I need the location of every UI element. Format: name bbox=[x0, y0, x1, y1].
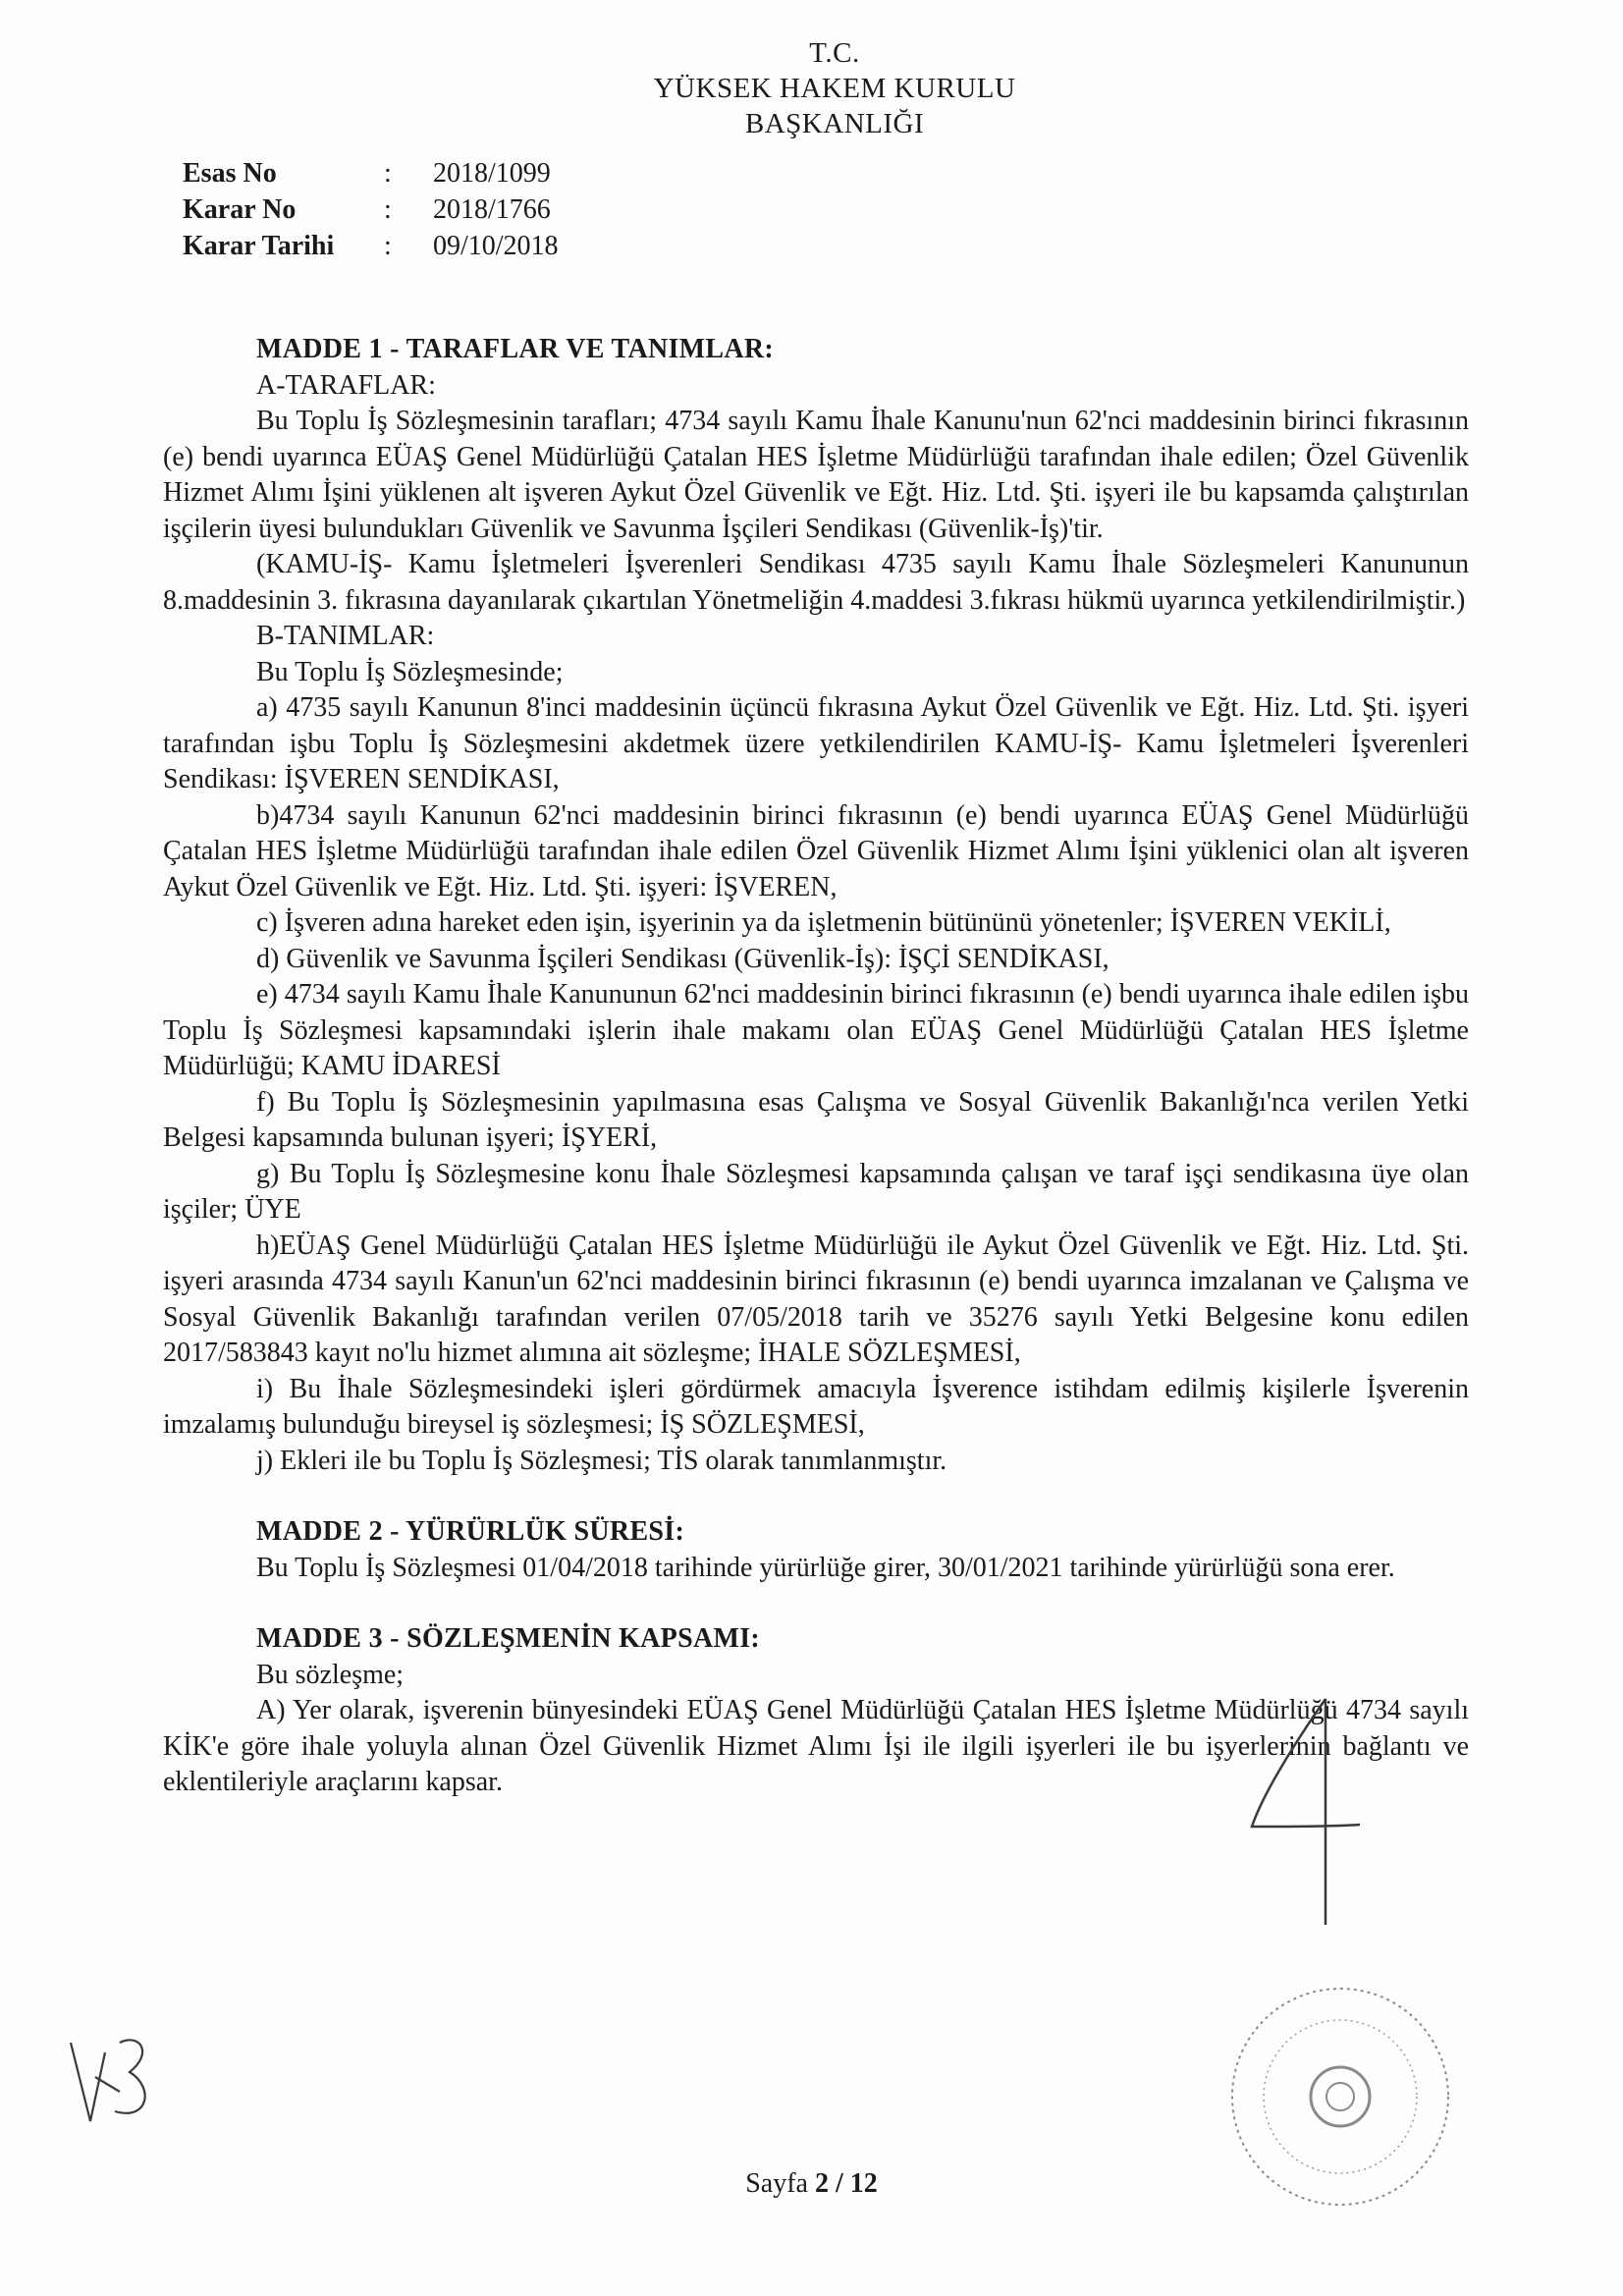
madde1-title: MADDE 1 - TARAFLAR VE TANIMLAR: bbox=[256, 334, 775, 364]
definition-item: b)4734 sayılı Kanunun 62'nci maddesinin birinci fıkrasının (e) bendi uyarınca EÜAŞ Genel Müdürlüğü Çatalan HES İşletme Müdürlüğü tarafından ihale edilen Özel Güvenlik Hizmet Alımı İşini yüklenici olan alt işveren Aykut Özel Güvenlik ve Eğt. Hiz. Ltd. Şti. işyeri: İŞVEREN, bbox=[163, 799, 1469, 902]
taraflar-paragraph-1: Bu Toplu İş Sözleşmesinin tarafları; 4734 sayılı Kamu İhale Kanunu'nun 62'nci maddesinin birinci fıkrasının (e) bendi uyarınca EÜAŞ Genel Müdürlüğü Çatalan HES İşletme Müdürlüğü tarafından ihale edilen; Özel Güvenlik Hizmet Alımı İşini yüklenen alt işveren Aykut Özel Güvenlik ve Eğt. Hiz. Ltd. Şti. işyeri ile bu kapsamda çalıştırılan işçilerin üyesi bulundukları Güvenlik ve Savunma İşçileri Sendikası (Güvenlik-İş)'tir. bbox=[163, 406, 1469, 544]
header-institution: YÜKSEK HAKEM KURULU bbox=[653, 73, 1016, 104]
madde3-text: A) Yer olarak, işverenin bünyesindeki EÜAŞ Genel Müdürlüğü Çatalan HES İşletme Müdürlüğü 4734 sayılı KİK'e göre ihale yoluyla alınan Özel Güvenlik Hizmet Alımı İşi ile ilgili işyerleri ile bu işyerlerinin bağlantı ve eklentileriyle araçlarını kapsar. bbox=[163, 1695, 1469, 1797]
madde3-title: MADDE 3 - SÖZLEŞMENİN KAPSAMI: bbox=[256, 1623, 761, 1654]
meta-colon: : bbox=[384, 158, 392, 189]
footer-prefix: Sayfa bbox=[745, 2168, 815, 2199]
meta-row-tarih bbox=[183, 228, 559, 264]
section-gap bbox=[163, 1479, 1469, 1514]
meta-label: Karar Tarihi bbox=[183, 231, 335, 261]
header-tc: T.C. bbox=[809, 37, 860, 69]
definition-item: j) Ekleri ile bu Toplu İş Sözleşmesi; TİS olarak tanımlanmıştır. bbox=[256, 1445, 947, 1476]
definition-item: a) 4735 sayılı Kanunun 8'inci maddesinin üçüncü fıkrasına Aykut Özel Güvenlik ve Eğt. Hiz. Ltd. Şti. işyeri tarafından işbu Toplu İş Sözleşmesini akdetmek üzere yetkilendirilen KAMU-İŞ- Kamu İşletmeleri İşverenleri Sendikası: İŞVEREN SENDİKASI, bbox=[163, 692, 1469, 794]
meta-value: 2018/1099 bbox=[433, 158, 551, 189]
taraflar-paragraph-2: (KAMU-İŞ- Kamu İşletmeleri İşverenleri Sendikası 4735 sayılı Kamu İhale Sözleşmeleri Kanununun 8.maddesinin 3. fıkrasına dayanılarak çıkartılan Yönetmeliğin 4.maddesi 3.fıkrası hükmü uyarınca yetkilendirilmiştir.) bbox=[163, 549, 1469, 616]
document-header bbox=[550, 35, 1119, 141]
handwritten-initials bbox=[61, 2023, 159, 2131]
definition-item: g) Bu Toplu İş Sözleşmesine konu İhale Sözleşmesi kapsamında çalışan ve taraf işçi sendikasına üye olan işçiler; ÜYE bbox=[163, 1158, 1469, 1225]
meta-value: 09/10/2018 bbox=[433, 231, 559, 261]
madde2-text: Bu Toplu İş Sözleşmesi 01/04/2018 tarihinde yürürlüğe girer, 30/01/2021 tarihinde yürürlüğü sona erer. bbox=[256, 1552, 1395, 1583]
meta-colon: : bbox=[384, 194, 392, 225]
tanimlar-title: B-TANIMLAR: bbox=[256, 621, 435, 651]
madde2-title: MADDE 2 - YÜRÜRLÜK SÜRESİ: bbox=[256, 1516, 685, 1547]
meta-label: Esas No bbox=[183, 158, 277, 189]
definition-item: c) İşveren adına hareket eden işin, işyerinin ya da işletmenin bütününü yönetenler; İŞVEREN VEKİLİ, bbox=[256, 907, 1391, 938]
meta-label: Karar No bbox=[183, 194, 297, 225]
definition-item: i) Bu İhale Sözleşmesindeki işleri gördürmek amacıyla İşverence istihdam edilmiş kişilerle İşverenin imzalamış bulunduğu bireysel iş sözleşmesi; İŞ SÖZLEŞMESİ, bbox=[163, 1373, 1469, 1440]
meta-colon: : bbox=[384, 231, 392, 261]
header-department: BAŞKANLIĞI bbox=[744, 108, 925, 139]
page-footer bbox=[0, 2168, 1623, 2200]
meta-row-karar bbox=[183, 191, 559, 228]
signature-mark bbox=[1232, 1679, 1370, 1935]
definition-item: e) 4734 sayılı Kamu İhale Kanununun 62'nci maddesinin birinci fıkrasının (e) bendi uyarınca ihale edilen işbu Toplu İş Sözleşmesi kapsamındaki işlerin ihale makamı olan EÜAŞ Genel Müdürlüğü Çatalan HES İşletme Müdürlüğü; KAMU İDARESİ bbox=[163, 979, 1469, 1081]
case-metadata bbox=[183, 155, 559, 264]
meta-value: 2018/1766 bbox=[433, 194, 551, 225]
definition-item: h)EÜAŞ Genel Müdürlüğü Çatalan HES İşletme Müdürlüğü ile Aykut Özel Güvenlik ve Eğt. Hiz. Ltd. Şti. işyeri arasında 4734 sayılı Kanun'un 62'nci maddesinin birinci fıkrasının (e) bendi uyarınca imzalanan ve Çalışma ve Sosyal Güvenlik Bakanlığı tarafından verilen 07/05/2018 tarih ve 35276 sayılı Yetki Belgesine konu edilen 2017/583843 kayıt no'lu hizmet alımına ait sözleşme; İHALE SÖZLEŞMESİ, bbox=[163, 1230, 1469, 1368]
madde3-intro: Bu sözleşme; bbox=[256, 1659, 405, 1690]
tanimlar-intro: Bu Toplu İş Sözleşmesinde; bbox=[256, 656, 564, 687]
definition-item: d) Güvenlik ve Savunma İşçileri Sendikası (Güvenlik-İş): İŞÇİ SENDİKASI, bbox=[256, 943, 1109, 974]
document-body bbox=[163, 332, 1469, 1801]
meta-row-esas bbox=[183, 155, 559, 191]
footer-page-number: 2 / 12 bbox=[814, 2168, 878, 2199]
definition-item: f) Bu Toplu İş Sözleşmesinin yapılmasına esas Çalışma ve Sosyal Güvenlik Bakanlığı'nca verilen Yetki Belgesi kapsamında bulunan işyeri; İŞYERİ, bbox=[163, 1086, 1469, 1153]
section-gap bbox=[163, 1586, 1469, 1621]
taraflar-title: A-TARAFLAR: bbox=[256, 369, 436, 401]
